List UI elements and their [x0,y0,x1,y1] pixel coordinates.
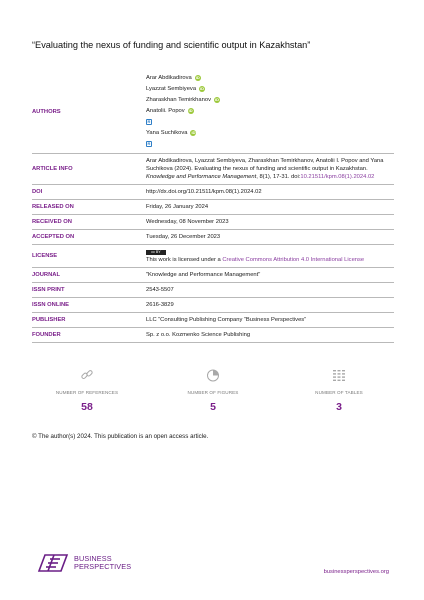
logo-wordmark [74,555,131,571]
founder-value: Sp. z o.o. Kozmenko Science Publishing [146,332,251,338]
author-item [146,94,394,105]
issn-print-row [32,283,394,298]
journal-row [32,268,394,283]
author-name[interactable]: Zharaskhan Temirkhanov [146,96,211,103]
publisher-row [32,313,394,328]
founder-row [32,328,394,343]
license-link[interactable]: Creative Commons Attribution 4.0 International License [222,257,365,263]
citation-doi-link[interactable]: 10.21511/kpm.08(1).2024.02 [300,174,375,180]
issn-online-value: 2616-3829 [146,302,174,308]
cc-by-badge-icon[interactable]: cc BY [146,250,166,255]
orcid-icon[interactable]: iD [200,85,205,91]
stat-label: NUMBER OF REFERENCES [55,390,119,395]
logo-line-2: PERSPECTIVES [74,562,132,571]
released-on-label: RELEASED ON [32,204,74,210]
journal-value: "Knowledge and Performance Management" [146,272,261,278]
author-name[interactable]: Yana Suchikova [146,129,188,136]
stat-value: 58 [81,401,93,413]
researcherid-row [146,138,394,149]
license-row [32,245,394,268]
license-text: This work is licensed under a [146,257,223,263]
orcid-icon[interactable]: iD [214,96,219,102]
received-on-row [32,215,394,230]
publisher-logo[interactable] [36,552,131,574]
issn-online-label: ISSN ONLINE [32,302,70,308]
stat-value: 5 [210,401,216,413]
received-on-value: Wednesday, 08 November 2023 [146,219,229,225]
citation-journal: Knowledge and Performance Management [146,174,257,180]
link-icon [80,368,94,382]
citation-volume: , 8(1), 17-31. doi: [256,174,301,180]
business-perspectives-logo-icon [36,552,70,574]
doi-row [32,185,394,200]
article-info-row [32,154,394,185]
logo-line-1: BUSINESS [74,554,112,563]
publisher-value: LLC “Consulting Publishing Company “Business Perspectives” [146,317,307,323]
author-item [146,127,394,138]
orcid-icon[interactable]: iD [191,129,196,135]
orcid-icon[interactable]: iD [188,107,193,113]
researcherid-icon[interactable]: R [147,118,151,124]
orcid-icon[interactable]: iD [195,74,200,80]
received-on-label: RECEIVED ON [32,219,72,225]
table-icon [332,368,346,382]
article-info-label: ARTICLE INFO [32,166,73,172]
stat-label: NUMBER OF TABLES [315,390,363,395]
pie-chart-icon [206,368,220,382]
accepted-on-label: ACCEPTED ON [32,234,75,240]
author-name[interactable]: Lyazzat Sembiyeva [146,85,197,92]
stat-figures [158,368,268,413]
researcherid-icon[interactable]: R [147,140,151,146]
accepted-on-row [32,230,394,245]
license-value [146,245,394,267]
issn-online-row [32,298,394,313]
stat-value: 3 [336,401,342,413]
stat-label: NUMBER OF FIGURES [187,390,239,395]
article-stats [32,368,394,413]
article-citation [146,154,394,184]
author-name[interactable]: Arar Abdikadirova [146,74,192,81]
citation-text: Arar Abdikadirova, Lyazzat Sembiyeva, Zharaskhan Temirkhanov, Anatolii I. Popov and Yana Suchikova (2024). Evaluating the nexus of funding and scientific output in Kazakhstan. [146,158,384,172]
author-item [146,72,394,83]
authors-list [146,70,394,153]
doi-label: DOI [32,189,43,195]
author-item [146,83,394,94]
doi-value[interactable]: http://dx.doi.org/10.21511/kpm.08(1).2024.02 [146,189,262,195]
founder-label: FOUNDER [32,332,61,338]
author-name[interactable]: Anatolii. Popov [146,107,185,114]
article-title: “Evaluating the nexus of funding and scientific output in Kazakhstan” [32,40,311,50]
article-metadata-table [32,70,394,343]
accepted-on-value: Tuesday, 26 December 2023 [146,234,221,240]
publisher-label: PUBLISHER [32,317,66,323]
issn-print-label: ISSN PRINT [32,287,65,293]
stat-tables [284,368,394,413]
authors-row [32,70,394,154]
copyright-notice: © The author(s) 2024. This publication is an open access article. [32,433,209,440]
released-on-value: Friday, 26 January 2024 [146,204,209,210]
stat-references [32,368,142,413]
journal-label: JOURNAL [32,272,61,278]
license-label: LICENSE [32,253,58,259]
website-link[interactable]: businessperspectives.org [323,569,389,575]
researcherid-row [146,116,394,127]
authors-label: AUTHORS [32,108,61,115]
issn-print-value: 2543-5507 [146,287,174,293]
released-on-row [32,200,394,215]
author-item [146,105,394,116]
